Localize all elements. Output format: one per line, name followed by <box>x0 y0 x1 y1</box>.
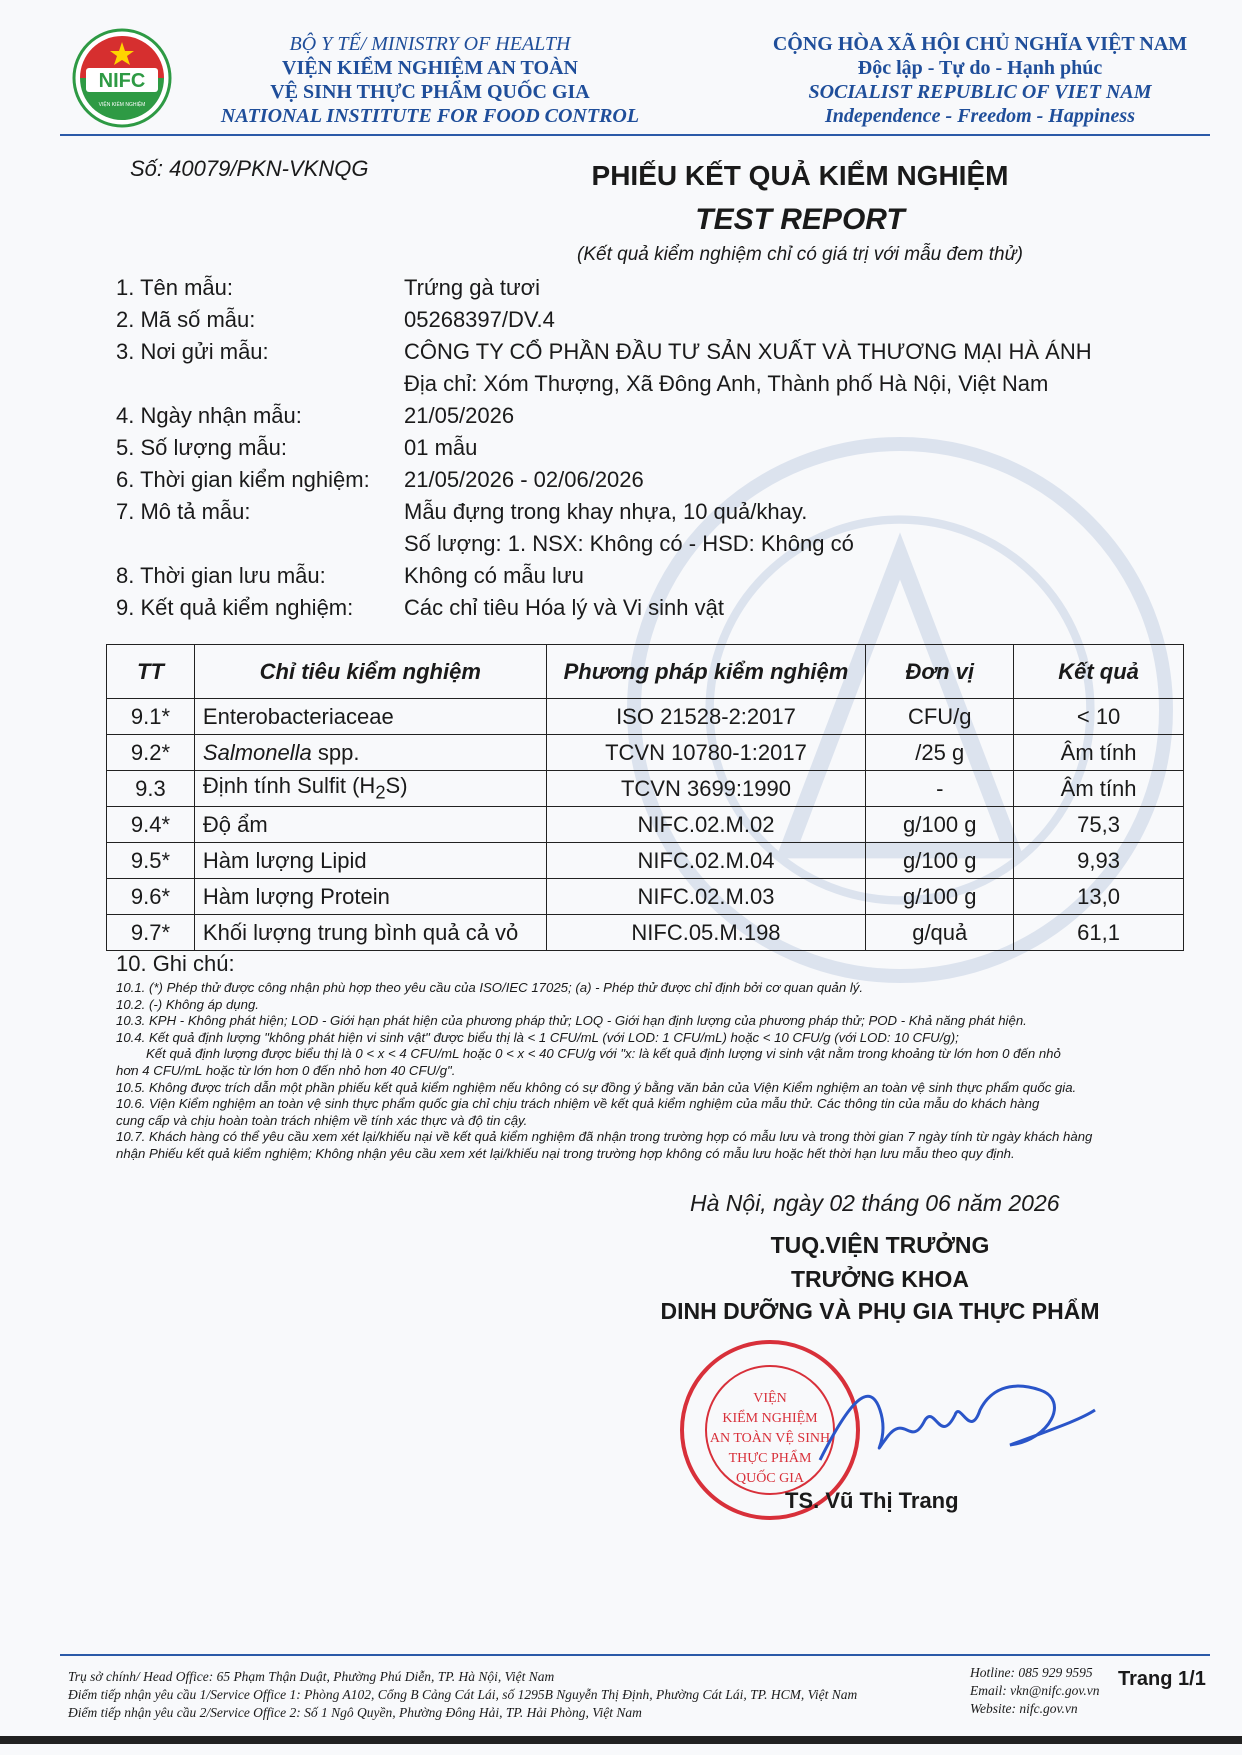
cell-parameter: Khối lượng trung bình quả cả vỏ <box>194 915 546 951</box>
table-row <box>107 771 1184 807</box>
table-row <box>107 807 1184 843</box>
handwritten-signature <box>810 1360 1100 1480</box>
ministry-line: BỘ Y TẾ/ MINISTRY OF HEALTH <box>289 33 571 55</box>
col-header-unit: Đơn vị <box>866 645 1014 699</box>
service-office-1: Điểm tiếp nhận yêu cầu 1/Service Office 1: Phòng A102, Cổng B Cảng Cát Lái, số 1295B Nguyễn Thị Định, Phường Cát Lái, TP. HCM, Việt Nam <box>68 1687 858 1702</box>
note-line: Kết quả định lượng được biểu thị là 0 < x < 4 CFU/mL hoặc 0 < x < 40 CFU/g với "x: là kết quả định lượng vi sinh vật nằm trong khoảng từ lớn hơn 0 đến nhỏ <box>146 1046 1061 1062</box>
cell-unit: - <box>866 771 1014 807</box>
cell-result: < 10 <box>1014 699 1184 735</box>
info-label: 9. Kết quả kiểm nghiệm: <box>116 595 354 620</box>
cell-method: TCVN 3699:1990 <box>546 771 866 807</box>
info-value <box>404 272 540 304</box>
notes-heading: 10. Ghi chú: <box>116 951 235 976</box>
motto-vn: Độc lập - Tự do - Hạnh phúc <box>857 57 1103 79</box>
signatory-title-1: TUQ.VIỆN TRƯỞNG <box>770 1232 990 1258</box>
cell-tt: 9.5* <box>107 843 195 879</box>
notes-list <box>116 980 1146 1163</box>
institute-vn-line2: VỆ SINH THỰC PHẨM QUỐC GIA <box>270 81 590 103</box>
info-value <box>404 592 724 624</box>
info-value-line: Mẫu đựng trong khay nhựa, 10 quả/khay. <box>404 499 808 524</box>
note-line: 10.2. (-) Không áp dụng. <box>116 996 259 1012</box>
param-text: S) <box>385 773 408 799</box>
info-label: 8. Thời gian lưu mẫu: <box>116 563 326 588</box>
svg-text:THỰC PHẨM: THỰC PHẨM <box>728 1451 812 1466</box>
cell-tt: 9.7* <box>107 915 195 951</box>
contact-info <box>970 1664 1130 1718</box>
info-row <box>116 496 1116 560</box>
info-row <box>116 560 1116 592</box>
info-label: 5. Số lượng mẫu: <box>116 435 288 460</box>
info-label: 3. Nơi gửi mẫu: <box>116 339 269 364</box>
cell-unit: g/100 g <box>866 879 1014 915</box>
cell-method: ISO 21528-2:2017 <box>546 699 866 735</box>
service-office-2: Điểm tiếp nhận yêu cầu 2/Service Office 2: Số 1 Ngô Quyền, Phường Đông Hải, TP. Hải Phòng, Việt Nam <box>68 1705 642 1720</box>
info-value-line: 01 mẫu <box>404 435 478 460</box>
report-number: Số: 40079/PKN-VKNQG <box>130 156 369 181</box>
note-line: 10.6. Viện Kiểm nghiệm an toàn vệ sinh thực phẩm quốc gia chỉ chịu trách nhiệm về kết quả kiểm nghiệm của mẫu thử. Các thông tin của mẫu do khách hàng <box>116 1096 1040 1112</box>
info-value <box>404 304 555 336</box>
note-line: 10.7. Khách hàng có thể yêu cầu xem xét lại/khiếu nại về kết quả kiểm nghiệm đã nhận trong trường hợp có mẫu lưu và trong thời gian 7 ngày tính từ ngày khách hàng <box>116 1129 1093 1145</box>
cell-tt: 9.3 <box>107 771 195 807</box>
info-value-line: Trứng gà tươi <box>404 275 540 300</box>
institute-en: NATIONAL INSTITUTE FOR FOOD CONTROL <box>220 105 640 127</box>
info-value-line: 05268397/DV.4 <box>404 307 555 332</box>
info-row <box>116 304 1116 336</box>
results-table <box>106 644 1184 951</box>
sample-info <box>116 272 1116 624</box>
hotline: Hotline: 085 929 9595 <box>970 1665 1093 1680</box>
svg-text:QUỐC GIA: QUỐC GIA <box>735 1471 805 1486</box>
cell-unit: g/quả <box>866 915 1014 951</box>
info-label: 7. Mô tả mẫu: <box>116 499 251 524</box>
info-row <box>116 336 1116 400</box>
info-value-line: Các chỉ tiêu Hóa lý và Vi sinh vật <box>404 595 724 620</box>
info-row <box>116 464 1116 496</box>
organism-suffix: spp. <box>311 739 360 765</box>
col-header-method: Phương pháp kiểm nghiệm <box>546 645 866 699</box>
cell-method: NIFC.02.M.02 <box>546 807 866 843</box>
signatory-department: DINH DƯỠNG VÀ PHỤ GIA THỰC PHẨM <box>660 1298 1100 1324</box>
note-line: nhận Phiếu kết quả kiểm nghiệm; Không nhận yêu cầu xem xét lại/khiếu nại trong trường hợp không có mẫu lưu hoặc hết thời hạn lưu mẫu theo quy định. <box>116 1145 1015 1161</box>
info-value <box>404 464 644 496</box>
info-value <box>404 496 854 560</box>
svg-text:VIỆN: VIỆN <box>753 1391 787 1406</box>
info-row <box>116 432 1116 464</box>
table-header-row <box>107 645 1184 699</box>
website: Website: nifc.gov.vn <box>970 1701 1078 1716</box>
nifc-logo <box>72 28 172 128</box>
table-row <box>107 879 1184 915</box>
info-value <box>404 400 514 432</box>
signatory-title-2: TRƯỞNG KHOA <box>791 1266 969 1292</box>
col-header-parameter: Chỉ tiêu kiểm nghiệm <box>194 645 546 699</box>
table-row <box>107 699 1184 735</box>
cell-result: Âm tính <box>1014 735 1184 771</box>
signatory-name: TS. Vũ Thị Trang <box>785 1488 959 1513</box>
cell-result: Âm tính <box>1014 771 1184 807</box>
info-value-line: Số lượng: 1. NSX: Không có - HSD: Không có <box>404 531 854 556</box>
note-line: hơn 4 CFU/mL hoặc từ lớn hơn 0 đến nhỏ hơn 40 CFU/g". <box>116 1062 456 1078</box>
info-row <box>116 400 1116 432</box>
footer-divider <box>60 1654 1210 1656</box>
republic-vn: CỘNG HÒA XÃ HỘI CHỦ NGHĨA VIỆT NAM <box>772 33 1188 55</box>
info-label: 6. Thời gian kiểm nghiệm: <box>116 467 370 492</box>
cell-parameter: Hàm lượng Lipid <box>194 843 546 879</box>
cell-result: 61,1 <box>1014 915 1184 951</box>
report-title-vn: PHIẾU KẾT QUẢ KIỂM NGHIỆM <box>591 160 1009 191</box>
param-text: Định tính Sulfit (H <box>202 773 376 799</box>
republic-block <box>750 32 1210 128</box>
cell-method: TCVN 10780-1:2017 <box>546 735 866 771</box>
cell-parameter: Độ ẩm <box>194 807 546 843</box>
info-value-line: 21/05/2026 <box>404 403 515 428</box>
head-office: Trụ sở chính/ Head Office: 65 Phạm Thận Duật, Phường Phú Diễn, TP. Hà Nội, Việt Nam <box>68 1669 555 1684</box>
cell-unit: g/100 g <box>866 843 1014 879</box>
svg-text:VIỆN KIỂM NGHIỆM: VIỆN KIỂM NGHIỆM <box>98 102 146 108</box>
svg-text:KIỂM NGHIỆM: KIỂM NGHIỆM <box>722 1411 818 1426</box>
organism-name: Salmonella <box>202 739 312 765</box>
office-addresses <box>68 1668 948 1722</box>
header-divider <box>60 134 1210 136</box>
ministry-block <box>190 32 670 128</box>
cell-unit: CFU/g <box>866 699 1014 735</box>
note-line: 10.3. KPH - Không phát hiện; LOD - Giới hạn phát hiện của phương pháp thử; LOQ - Giới hạn định lượng của phương pháp thử; POD - Khả năng phát hiện. <box>116 1013 1027 1029</box>
info-value-line: Địa chỉ: Xóm Thượng, Xã Đông Anh, Thành phố Hà Nội, Việt Nam <box>404 371 1049 396</box>
report-title-en: TEST REPORT <box>695 203 905 236</box>
page-number: Trang 1/1 <box>1118 1668 1206 1690</box>
svg-text:AN TOÀN VỆ SINH: AN TOÀN VỆ SINH <box>709 1431 831 1446</box>
info-value <box>404 336 1092 400</box>
cell-tt: 9.1* <box>107 699 195 735</box>
cell-result: 13,0 <box>1014 879 1184 915</box>
motto-en: Independence - Freedom - Happiness <box>825 105 1135 127</box>
cell-parameter: Enterobacteriaceae <box>194 699 546 735</box>
cell-parameter <box>194 735 546 771</box>
info-value-line: CÔNG TY CỔ PHẦN ĐẦU TƯ SẢN XUẤT VÀ THƯƠNG MẠI HÀ ÁNH <box>404 339 1092 364</box>
info-value-line: Không có mẫu lưu <box>404 563 584 588</box>
col-header-tt: TT <box>107 645 195 699</box>
table-row <box>107 735 1184 771</box>
note-line: 10.5. Không được trích dẫn một phần phiếu kết quả kiểm nghiệm nếu không có sự đồng ý bằng văn bản của Viện Kiểm nghiệm an toàn vệ sinh thực phẩm quốc gia. <box>116 1079 1077 1095</box>
param-subscript: 2 <box>375 781 386 803</box>
email: Email: vkn@nifc.gov.vn <box>970 1683 1100 1698</box>
cell-parameter: Hàm lượng Protein <box>194 879 546 915</box>
info-value-line: 21/05/2026 - 02/06/2026 <box>404 467 644 492</box>
cell-result: 75,3 <box>1014 807 1184 843</box>
scan-bottom-edge <box>0 1736 1242 1744</box>
info-row <box>116 272 1116 304</box>
note-line: cung cấp và chịu hoàn toàn trách nhiệm về tính xác thực và độ tin cậy. <box>116 1112 528 1128</box>
cell-parameter <box>194 771 546 807</box>
report-validity-note: (Kết quả kiểm nghiệm chỉ có giá trị với mẫu đem thử) <box>577 244 1023 265</box>
republic-en: SOCIALIST REPUBLIC OF VIET NAM <box>808 81 1152 103</box>
table-row <box>107 915 1184 951</box>
info-row <box>116 592 1116 624</box>
issue-date: Hà Nội, ngày 02 tháng 06 năm 2026 <box>690 1190 1060 1216</box>
cell-tt: 9.4* <box>107 807 195 843</box>
cell-unit: g/100 g <box>866 807 1014 843</box>
cell-method: NIFC.02.M.03 <box>546 879 866 915</box>
table-row <box>107 843 1184 879</box>
col-header-result: Kết quả <box>1014 645 1184 699</box>
info-label: 2. Mã số mẫu: <box>116 307 256 332</box>
info-value <box>404 432 477 464</box>
cell-method: NIFC.02.M.04 <box>546 843 866 879</box>
info-value <box>404 560 584 592</box>
cell-tt: 9.2* <box>107 735 195 771</box>
institute-vn-line1: VIỆN KIỂM NGHIỆM AN TOÀN <box>282 57 578 79</box>
cell-result: 9,93 <box>1014 843 1184 879</box>
info-label: 4. Ngày nhận mẫu: <box>116 403 302 428</box>
info-label: 1. Tên mẫu: <box>116 275 233 300</box>
svg-text:NIFC: NIFC <box>98 70 146 92</box>
note-line: 10.4. Kết quả định lượng "không phát hiện vi sinh vật" được biểu thị là < 1 CFU/mL (với LOD: 1 CFU/mL) hoặc < 10 CFU/g (với LOD: 10 CFU/g); <box>116 1029 959 1045</box>
cell-method: NIFC.05.M.198 <box>546 915 866 951</box>
cell-tt: 9.6* <box>107 879 195 915</box>
note-line: 10.1. (*) Phép thử được công nhận phù hợp theo yêu cầu của ISO/IEC 17025; (a) - Phép thử được chỉ định bởi cơ quan quản lý. <box>116 980 864 995</box>
cell-unit: /25 g <box>866 735 1014 771</box>
